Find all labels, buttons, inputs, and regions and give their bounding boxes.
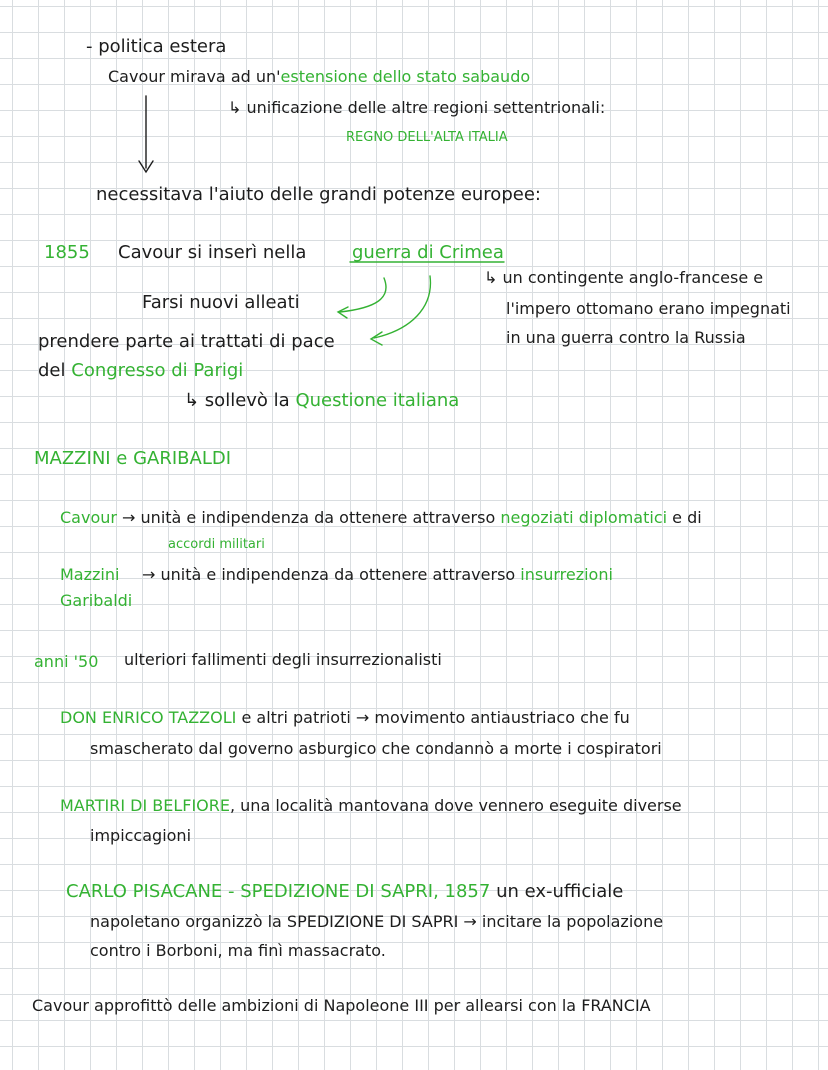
crimea-year: 1855 bbox=[44, 242, 90, 263]
belfiore-line-2: impiccagioni bbox=[90, 826, 192, 845]
pisacane-name: CARLO PISACANE - SPEDIZIONE DI SAPRI bbox=[66, 881, 434, 902]
tazzoli-line-2: smascherato dal governo asburgico che condannò a morte i cospiratori bbox=[90, 739, 662, 758]
pisacane-text-1: un ex-ufficiale bbox=[496, 881, 624, 902]
tazzoli-name: DON ENRICO TAZZOLI bbox=[60, 708, 237, 727]
pisacane-year: , 1857 bbox=[433, 881, 491, 902]
crimea-side-note-2: l'impero ottomano erano impegnati bbox=[506, 299, 791, 318]
fifties-label: anni '50 bbox=[34, 652, 99, 671]
cavour-method-diplomacy: negoziati diplomatici bbox=[500, 508, 668, 527]
belfiore-text-1: , una località mantovana dove vennero eseguite diverse bbox=[229, 796, 682, 815]
mg-method-insurrections: insurrezioni bbox=[520, 565, 613, 584]
regno-alta-italia: REGNO DELL'ALTA ITALIA bbox=[346, 130, 508, 145]
mazzini-label: Mazzini bbox=[60, 565, 120, 584]
pisacane-line-3: contro i Borboni, ma finì massacrato. bbox=[90, 941, 386, 960]
heading-politica-estera: - politica estera bbox=[86, 36, 227, 57]
final-line: Cavour approfittò delle ambizioni di Napoleone III per allearsi con la FRANCIA bbox=[32, 996, 651, 1015]
cavour-aim-text: Cavour mirava ad un' bbox=[108, 67, 281, 86]
cavour-method-end: e di bbox=[672, 508, 702, 527]
garibaldi-label: Garibaldi bbox=[60, 591, 133, 610]
needs-help-line: necessitava l'aiuto delle grandi potenze europee: bbox=[96, 184, 541, 205]
belfiore-name: MARTIRI DI BELFIORE bbox=[60, 796, 230, 815]
new-allies: Farsi nuovi alleati bbox=[142, 292, 300, 313]
crimea-text: Cavour si inserì nella bbox=[118, 242, 307, 263]
question-raised: ↳ sollevò la bbox=[184, 390, 290, 411]
arrow-to-peace-head bbox=[371, 332, 382, 345]
unification-line: ↳ unificazione delle altre regioni settentrionali: bbox=[228, 98, 606, 117]
cavour-method-military: accordi militari bbox=[168, 537, 265, 552]
cavour-label: Cavour bbox=[60, 508, 117, 527]
congress-del: del bbox=[38, 360, 66, 381]
section-title-mazzini-garibaldi: MAZZINI e GARIBALDI bbox=[34, 448, 232, 469]
cavour-aim-highlight: estensione dello stato sabaudo bbox=[280, 67, 531, 86]
fifties-text: ulteriori fallimenti degli insurrezionalisti bbox=[124, 650, 442, 669]
crimea-side-note-1: ↳ un contingente anglo-francese e bbox=[484, 268, 764, 287]
arrow-to-allies-head bbox=[338, 307, 348, 318]
crimea-war: guerra di Crimea bbox=[352, 242, 504, 263]
congress-name: Congresso di Parigi bbox=[71, 360, 244, 381]
mg-method-text: → unità e indipendenza da ottenere attraverso bbox=[142, 565, 516, 584]
peace-treaties: prendere parte ai trattati di pace bbox=[38, 331, 335, 352]
cavour-method-text: → unità e indipendenza da ottenere attraverso bbox=[122, 508, 496, 527]
tazzoli-text-1: e altri patrioti → movimento antiaustriaco che fu bbox=[241, 708, 630, 727]
pisacane-line-2: napoletano organizzò la SPEDIZIONE DI SAPRI → incitare la popolazione bbox=[90, 912, 664, 931]
crimea-side-note-3: in una guerra contro la Russia bbox=[506, 328, 746, 347]
arrow-to-peace bbox=[374, 276, 430, 338]
question-name: Questione italiana bbox=[295, 390, 460, 411]
